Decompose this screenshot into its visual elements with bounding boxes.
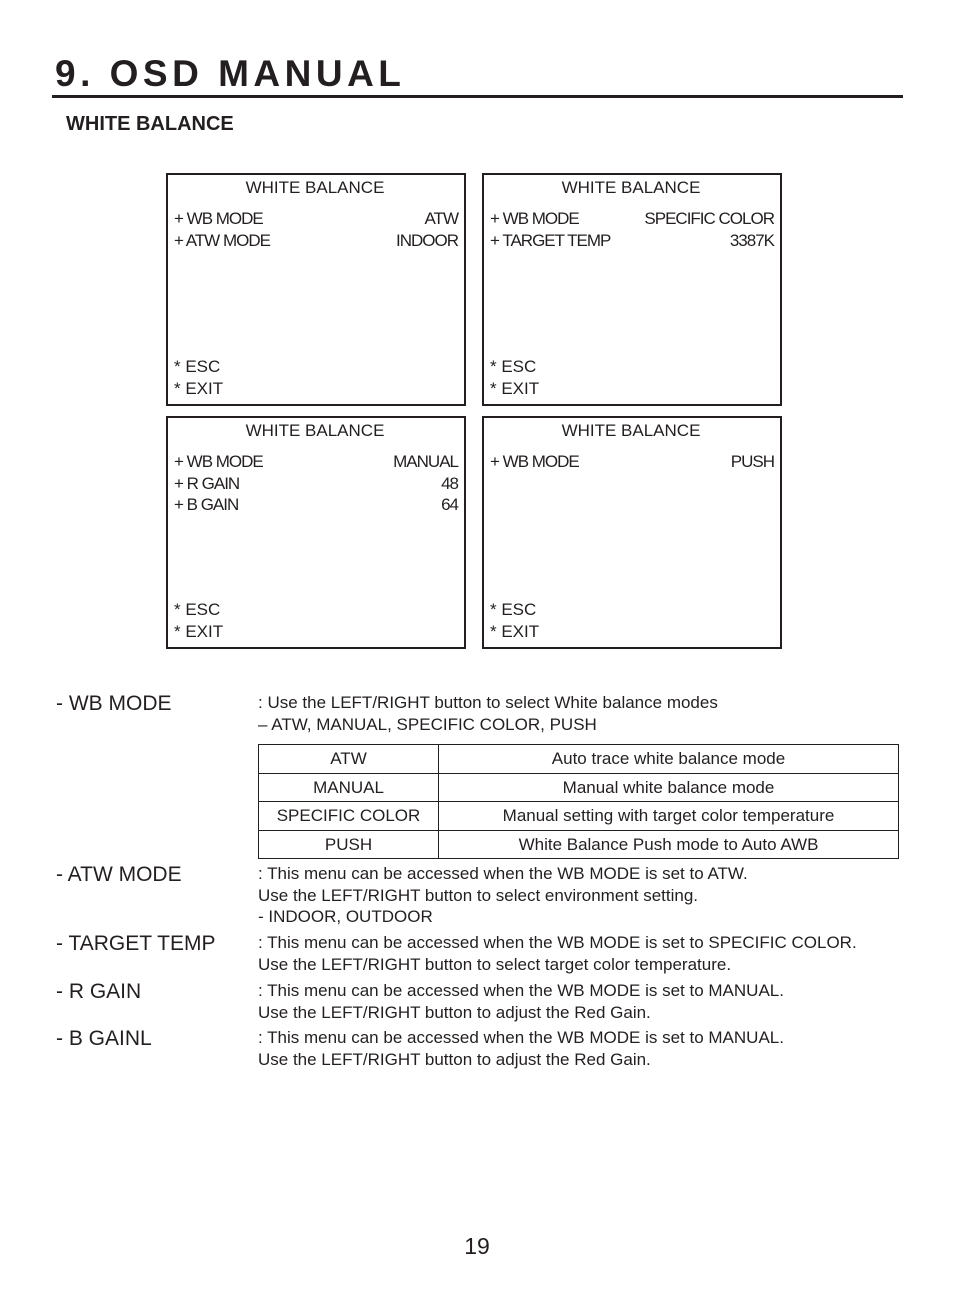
table-row [259,830,899,859]
table-row [259,773,899,802]
osd-row-wb-mode [174,451,458,473]
item-desc-atw-mode [258,863,748,928]
desc-line: – ATW, MANUAL, SPECIFIC COLOR, PUSH [258,714,597,734]
osd-row-label: + R GAIN [174,473,240,493]
osd-title: WHITE BALANCE [245,178,385,197]
osd-panel-atw [166,173,466,406]
desc-line: : This menu can be accessed when the WB MODE is set to MANUAL. [258,981,784,1000]
desc-line: : Use the LEFT/RIGHT button to select White balance modes [258,693,718,712]
item-label-target-temp: - TARGET TEMP [56,932,216,955]
page-title: 9. OSD MANUAL [55,53,406,94]
table-cell-description: Manual setting with target color temperature [439,802,899,831]
item-label-r-gain: - R GAIN [56,980,142,1003]
osd-row-atw-mode [174,230,458,252]
item-label-wb-mode: - WB MODE [56,692,172,715]
osd-row-r-gain [174,473,458,495]
osd-esc: * ESC [490,357,537,376]
osd-title: WHITE BALANCE [561,421,701,440]
item-desc-r-gain [258,980,784,1023]
item-desc-wb-mode [258,692,718,735]
osd-row-wb-mode [174,208,458,230]
item-label-atw-mode: - ATW MODE [56,863,182,886]
osd-esc: * ESC [174,600,221,619]
osd-title: WHITE BALANCE [245,421,385,440]
osd-title: WHITE BALANCE [561,178,701,197]
osd-row-label: + WB MODE [174,452,263,471]
osd-exit: * EXIT [490,378,540,398]
osd-panel-specific-color [482,173,782,406]
section-title: WHITE BALANCE [66,113,234,135]
title-rule [52,95,903,98]
osd-row-b-gain [174,494,458,516]
osd-row-label: + TARGET TEMP [490,230,611,250]
table-cell-description: Auto trace white balance mode [439,745,899,774]
osd-row-value: 64 [441,495,458,514]
osd-esc: * ESC [174,357,221,376]
table-row [259,802,899,831]
osd-row-label: + WB MODE [174,209,263,228]
osd-row-value: 48 [441,473,458,493]
page-number: 19 [464,1233,490,1259]
wb-mode-table [258,744,899,859]
desc-line: : This menu can be accessed when the WB MODE is set to ATW. [258,864,748,883]
osd-row-label: + WB MODE [490,209,579,228]
osd-row-value: INDOOR [396,230,458,250]
osd-row-label: + WB MODE [490,452,579,471]
osd-exit: * EXIT [174,621,224,641]
osd-exit: * EXIT [490,621,540,641]
osd-row-value: ATW [424,209,458,228]
osd-esc: * ESC [490,600,537,619]
table-row [259,745,899,774]
table-cell-mode: ATW [259,745,439,774]
table-cell-mode: PUSH [259,830,439,859]
desc-line: : This menu can be accessed when the WB MODE is set to MANUAL. [258,1028,784,1047]
desc-line: : This menu can be accessed when the WB MODE is set to SPECIFIC COLOR. [258,933,857,952]
osd-panel-manual [166,416,466,649]
desc-line: Use the LEFT/RIGHT button to adjust the Red Gain. [258,1002,651,1022]
osd-row-label: + ATW MODE [174,230,270,250]
osd-row-value: PUSH [730,452,774,471]
osd-row-target-temp [490,230,774,252]
desc-line: Use the LEFT/RIGHT button to select target color temperature. [258,954,732,974]
table-cell-description: White Balance Push mode to Auto AWB [439,830,899,859]
table-cell-description: Manual white balance mode [439,773,899,802]
desc-line: Use the LEFT/RIGHT button to select environment setting. [258,885,698,905]
osd-row-wb-mode [490,451,774,473]
osd-panel-push [482,416,782,649]
osd-exit: * EXIT [174,378,224,398]
item-desc-b-gain [258,1027,784,1070]
desc-line: - INDOOR, OUTDOOR [258,907,433,926]
desc-line: Use the LEFT/RIGHT button to adjust the Red Gain. [258,1049,651,1069]
table-cell-mode: MANUAL [259,773,439,802]
osd-row-value: 3387K [729,230,774,250]
osd-row-label: + B GAIN [174,495,239,514]
item-label-b-gain: - B GAINL [56,1027,152,1050]
osd-row-value: MANUAL [393,452,458,471]
osd-row-value: SPECIFIC COLOR [644,209,774,228]
osd-row-wb-mode [490,208,774,230]
item-desc-target-temp [258,932,857,975]
table-cell-mode: SPECIFIC COLOR [259,802,439,831]
